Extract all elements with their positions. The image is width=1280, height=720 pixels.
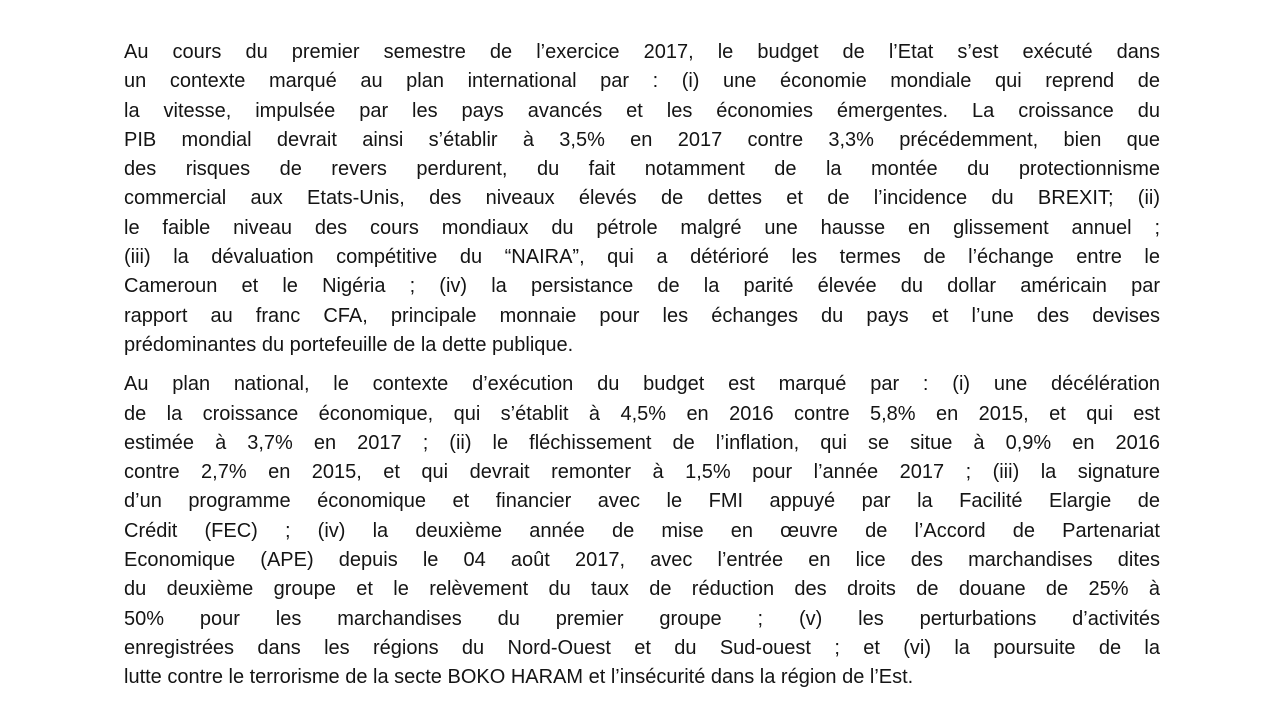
text-line: du deuxième groupe et le relèvement du taux de réduction des droits de douane de 25% à xyxy=(124,578,1160,601)
paragraph-international-context xyxy=(124,38,1160,360)
text-line: Economique (APE) depuis le 04 août 2017, avec l’entrée en lice des marchandises dites xyxy=(124,549,1160,572)
text-line: Crédit (FEC) ; (iv) la deuxième année de mise en œuvre de l’Accord de Partenariat xyxy=(124,519,1160,542)
text-line: de la croissance économique, qui s’établit à 4,5% en 2016 contre 5,8% en 2015, et qui est xyxy=(124,402,1160,425)
text-line: lutte contre le terrorisme de la secte BOKO HARAM et l’insécurité dans la région de l’Est. xyxy=(124,666,914,689)
document-body xyxy=(124,38,1160,693)
text-line: un contexte marqué au plan international par : (i) une économie mondiale qui reprend de xyxy=(124,70,1160,93)
text-line: estimée à 3,7% en 2017 ; (ii) le fléchissement de l’inflation, qui se situe à 0,9% en 2016 xyxy=(124,431,1160,454)
text-line: 50% pour les marchandises du premier groupe ; (v) les perturbations d’activités xyxy=(124,607,1160,630)
text-line: enregistrées dans les régions du Nord-Ouest et du Sud-ouest ; et (vi) la poursuite de la xyxy=(124,636,1160,659)
text-line: des risques de revers perdurent, du fait notamment de la montée du protectionnisme xyxy=(124,158,1160,181)
text-line: d’un programme économique et financier avec le FMI appuyé par la Facilité Elargie de xyxy=(124,490,1160,513)
text-line: la vitesse, impulsée par les pays avancés et les économies émergentes. La croissance du xyxy=(124,99,1160,122)
text-line: Au plan national, le contexte d’exécution du budget est marqué par : (i) une décélération xyxy=(124,373,1160,396)
paragraph-national-context xyxy=(124,370,1160,692)
text-line: Au cours du premier semestre de l’exercice 2017, le budget de l’Etat s’est exécuté dans xyxy=(124,41,1160,63)
text-line: le faible niveau des cours mondiaux du pétrole malgré une hausse en glissement annuel ; xyxy=(124,216,1160,239)
text-line: prédominantes du portefeuille de la dette publique. xyxy=(124,333,574,356)
text-line: PIB mondial devrait ainsi s’établir à 3,5% en 2017 contre 3,3% précédemment, bien que xyxy=(124,128,1160,151)
text-line: rapport au franc CFA, principale monnaie pour les échanges du pays et l’une des devises xyxy=(124,304,1160,327)
text-line: (iii) la dévaluation compétitive du “NAIRA”, qui a détérioré les termes de l’échange entre le xyxy=(124,246,1160,269)
text-line: commercial aux Etats-Unis, des niveaux élevés de dettes et de l’incidence du BREXIT; (ii) xyxy=(124,187,1160,210)
text-line: contre 2,7% en 2015, et qui devrait remonter à 1,5% pour l’année 2017 ; (iii) la signature xyxy=(124,461,1160,484)
text-line: Cameroun et le Nigéria ; (iv) la persistance de la parité élevée du dollar américain par xyxy=(124,275,1160,298)
